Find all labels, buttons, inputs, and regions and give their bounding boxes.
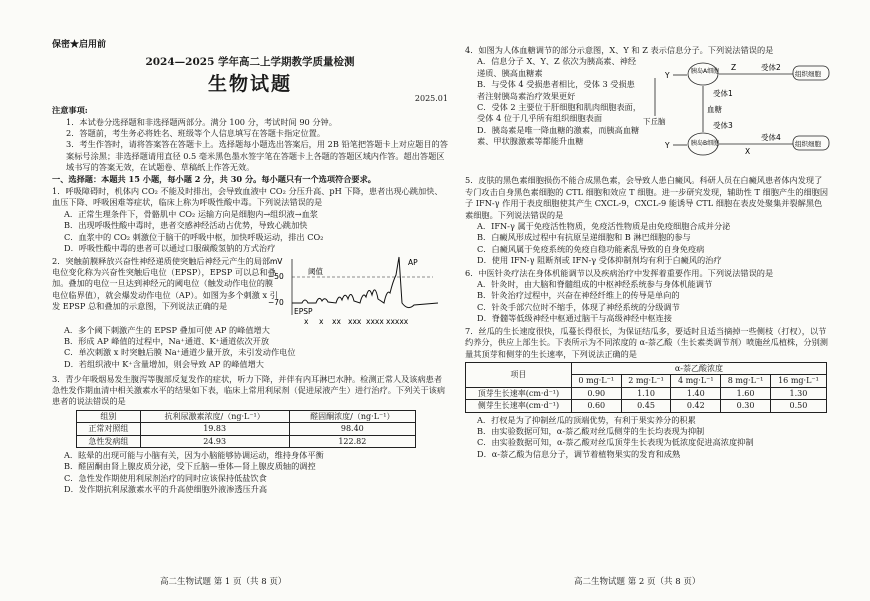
- q3-table: [76, 410, 416, 448]
- question-2-stem: 2．突触前膜释放兴奋性神经递质使突触后神经元产生的局部电位变化称为兴奋性突触后电位（EPSP），EPSP 可以总和叠加。叠加的电位一旦达到神经元的阈电位（触发动作电位的膜电位临界值），就会爆发动作电位（AP）。如图为多个刺激 x 引发 EPSP 总和叠加的示意图，下列说法正确的是: [52, 255, 278, 312]
- table-header-cell: 0 mg·L⁻¹: [571, 375, 621, 387]
- right-column: [465, 44, 830, 460]
- footer-right: 高二生物试题 第 2 页（共 8 页）: [574, 577, 701, 587]
- receptor-2-label: 受体2: [761, 63, 781, 73]
- q3-option-d: D．发作期抗利尿激素水平的升高使细胞外液渗透压升高: [64, 484, 268, 495]
- table-cell: 1.30: [770, 387, 826, 399]
- signal-x: X: [745, 147, 751, 157]
- table-header-row: [466, 362, 827, 374]
- hypothalamus-label: 下丘脑: [643, 117, 666, 127]
- q2-option-d: D．若组织液中 K⁺含量增加，则会导致 AP 的峰值增大: [64, 358, 264, 369]
- signal-y-top: Y: [665, 71, 670, 81]
- receptor-1-label: 受体1: [713, 89, 733, 99]
- q4-options: [465, 56, 643, 147]
- footer-left: 高二生物试题 第 1 页（共 8 页）: [160, 577, 287, 587]
- question-1-stem: 1．呼吸障碍时，机体内 CO₂ 不能及时排出，会导致血液中 CO₂ 分压升高、pH 下降，患者出现心跳加快、血压下降、呼吸困难等症状，临床上称为呼吸性酸中毒。下列说法错误的是: [52, 186, 443, 208]
- table-cell: 1.40: [671, 387, 721, 399]
- q3-option-b: B．醛固酮由肾上腺皮质分泌，受下丘脑—垂体—肾上腺皮质轴的调控: [64, 461, 316, 472]
- table-header-cell: 醛固酮浓度/（ng·L⁻¹）: [289, 410, 415, 422]
- question-3-stem: 3．青少年吸烟易发生腹泻等腹部反复发作的症状，听力下降，并伴有内耳淋巴水肿。检测正常人及该病患者急性发作期血清中相关激素水平的结果如下表，临床上常用利尿剂（促进尿液产生）进行治疗。下列关于该病患者的说法错误的是: [52, 373, 446, 407]
- signal-z: Z: [731, 63, 737, 73]
- table-row: [77, 435, 416, 447]
- table-cell: 0.90: [571, 387, 621, 399]
- tissue-cells-top-label: 组织细胞: [795, 70, 821, 79]
- question-5-stem: 5．皮肤的黑色素细胞损伤不能合成黑色素，会导致人患白癜风。科研人员在白癜风患者体内发现了专门攻击自身黑色素细胞的 CTL 细胞和效应 T 细胞。进一步研究发现，辅助性 T 细胞产生的细胞因子 IFN-γ 作用于表皮细胞使其产生 CXCL-9，CXCL-9 能诱导 CTL 细胞在表皮处聚集并裂解黑色素细胞。下列说法错误的是: [465, 175, 829, 220]
- glucose-regulation-diagram: [643, 56, 830, 164]
- q7-table: [465, 362, 827, 413]
- table-cell: 侧芽生长速率(cm·d⁻¹): [466, 400, 572, 412]
- table-cell: 0.50: [770, 400, 826, 412]
- table-row: [77, 423, 416, 435]
- table-header-cell: α-萘乙酸浓度: [571, 362, 826, 374]
- q2-option-a: A．多个阈下刺激产生的 EPSP 叠加可使 AP 的峰值增大: [64, 324, 270, 335]
- stimulus-label: x: [304, 316, 309, 326]
- receptor-3-label: 受体3: [713, 121, 733, 131]
- blood-glucose-label: 血糖: [707, 105, 722, 115]
- note-item: 2．答题前，考生务必将姓名、班级等个人信息填写在答题卡指定位置。: [66, 128, 326, 139]
- note-item: 3．考生作答时，请将答案答在答题卡上。选择题每小题选出答案后，用 2B 铅笔把答题卡上对应题目的答案标号涂黑；非选择题请用直径 0.5 毫米黑色墨水签字笔在答题卡上各题的答题区域内作答。超出答题区域书写的答案无效，在试题卷、草稿纸上作答无效。: [66, 139, 448, 173]
- table-row: [466, 387, 827, 399]
- threshold-label: 阈值: [308, 266, 323, 276]
- q7-option-d: D．α-萘乙酸为信息分子，调节着植物果实的发育和成熟: [477, 448, 681, 459]
- table-header-cell: 组别: [77, 410, 141, 422]
- q7-option-b: B．由实验数据可知，α-萘乙酸对丝瓜侧芽的生长均表现为抑制: [477, 425, 705, 436]
- islet-b-label: 胰岛B细胞: [691, 140, 720, 148]
- stimulus-label: xxxxx: [386, 316, 409, 326]
- table-cell: 122.82: [289, 435, 415, 447]
- table-header-cell: 8 mg·L⁻¹: [721, 375, 771, 387]
- table-cell: 正常对照组: [77, 423, 141, 435]
- islet-a-label: 胰岛A细胞: [691, 68, 720, 76]
- table-cell: 19.83: [140, 423, 289, 435]
- q3-option-c: C．急性发作期使用利尿剂治疗的同时应该保持低盐饮食: [64, 472, 267, 483]
- figure-unit: mV: [270, 256, 283, 266]
- table-cell: 0.45: [621, 400, 671, 412]
- epsp-label: EPSP: [294, 306, 313, 316]
- table-cell: 24.93: [140, 435, 289, 447]
- left-column: [52, 40, 448, 496]
- table-cell: 1.60: [721, 387, 771, 399]
- question-4-block: [465, 56, 830, 174]
- secret-label: 保密★启用前: [52, 40, 107, 50]
- q7-option-c: C．由实验数据可知，α-萘乙酸对丝瓜顶芽生长表现为低浓度促进高浓度抑制: [477, 437, 754, 448]
- question-7-stem: 7．丝瓜的生长速度很快，瓜蔓长得很长，为保证结瓜多，要适时且适当摘掉一些侧枝（打杈），以节约养分，供应上部生长。下表所示为不同浓度的 α-萘乙酸（生长素类调节剂）喷施丝瓜植株，分别测量其顶芽和侧芽的生长速率，下列说法正确的是: [465, 325, 828, 359]
- q4-option-c: C．受体 2 主要位于肝细胞和肌肉细胞表面，受体 4 位于几乎所有组织细胞表面: [477, 102, 642, 124]
- note-item: 1．本试卷分选择题和非选择题两部分。满分 100 分，考试时间 90 分钟。: [66, 116, 337, 127]
- q6-option-b: B．针灸治疗过程中，兴奋在神经纤维上的传导是单向的: [477, 290, 680, 301]
- receptor-4-label: 受体4: [761, 133, 781, 143]
- table-header-row: [77, 410, 416, 422]
- q1-option-a: A．正常生理条件下，骨骼肌中 CO₂ 运输方向是细胞内→组织液→血浆: [64, 208, 318, 219]
- table-cell: 0.30: [721, 400, 771, 412]
- q6-option-a: A．针灸时，由大脑和脊髓组成的中枢神经系统参与身体机能调节: [477, 279, 713, 290]
- q4-option-d: D．胰岛素是唯一降血糖的激素，而胰高血糖素、甲状腺激素等都能升血糖: [477, 124, 640, 147]
- q4-option-a: A．信息分子 X、Y、Z 依次为胰高素、神经递质、胰高血糖素: [477, 56, 637, 78]
- stimulus-label: x: [319, 316, 324, 326]
- table-cell: 顶芽生长速率(cm·d⁻¹): [466, 387, 572, 399]
- q6-option-c: C．针灸手部穴位时不缩手，体现了神经系统的分级调节: [477, 301, 680, 312]
- stimulus-label: xx: [332, 316, 341, 326]
- question-6-stem: 6．中医针灸疗法在身体机能调节以及疾病治疗中发挥着重要作用。下列说法错误的是: [465, 267, 774, 278]
- epsp-figure: [268, 255, 448, 327]
- tissue-cells-bottom-label: 组织细胞: [795, 140, 821, 149]
- q5-option-d: D．使用 IFN-γ 阻断剂或 IFN-γ 受体抑制剂均有利于白癜风的治疗: [477, 255, 722, 266]
- q5-option-b: B．白癜风形成过程中有抗原呈递细胞和 B 淋巴细胞的参与: [477, 232, 691, 243]
- q2-option-c: C．单次刺激 x 时突触后膜 Na⁺通道少量开放，未引发动作电位: [64, 347, 296, 358]
- q4-option-b: B．与受体 4 受损患者相比，受体 3 受损患者注射胰岛素治疗效果更好: [477, 79, 635, 101]
- y-tick-minus70: −70: [268, 297, 284, 307]
- table-cell: 98.40: [289, 423, 415, 435]
- signal-y-bottom: Y: [665, 141, 670, 151]
- q2-options: [52, 325, 448, 371]
- q1-option-c: C．血浆中的 CO₂ 刺激位于脑干的呼吸中枢，加快呼吸运动，排出 CO₂: [64, 231, 324, 242]
- question-4-stem: 4．如图为人体血糖调节的部分示意图，X、Y 和 Z 表示信息分子。下列说法错误的是: [465, 45, 774, 55]
- table-header-cell: 抗利尿激素浓度/（ng·L⁻¹）: [140, 410, 289, 422]
- q6-option-d: D．脊髓等低级神经中枢通过脑干与高级神经中枢连接: [477, 313, 672, 324]
- q5-option-c: C．白癜风属于免疫系统的免疫自稳功能紊乱导致的自身免疫病: [477, 243, 705, 254]
- question-2-block: [52, 255, 448, 373]
- table-header-cell: 16 mg·L⁻¹: [770, 375, 826, 387]
- table-header-cell: 2 mg·L⁻¹: [621, 375, 671, 387]
- table-cell: 1.10: [621, 387, 671, 399]
- table-row: [466, 400, 827, 412]
- subject-title: 生物试题: [207, 72, 292, 95]
- table-header-cell: 4 mg·L⁻¹: [671, 375, 721, 387]
- y-tick-minus50: −50: [268, 271, 284, 281]
- table-cell: 急性发病组: [77, 435, 141, 447]
- q5-option-a: A．IFN-γ 属于免疫活性物质，免疫活性物质是由免疫细胞合成并分泌: [477, 221, 731, 232]
- table-cell: 0.60: [571, 400, 621, 412]
- q1-option-b: B．出现呼吸性酸中毒时，患者交感神经活动占优势，导致心跳加快: [64, 220, 308, 231]
- table-header-cell: 项目: [466, 362, 572, 387]
- exam-title: 2024—2025 学年高二上学期教学质量检测: [145, 56, 355, 69]
- q2-option-b: B．形成 AP 峰值的过程中，Na⁺通道、K⁺通道依次开放: [64, 335, 270, 346]
- exam-date: 2025.01: [414, 93, 448, 103]
- table-cell: 0.42: [671, 400, 721, 412]
- stimulus-label: xxx: [348, 316, 362, 326]
- ap-label: AP: [408, 257, 418, 267]
- q1-option-d: D．呼吸性酸中毒的患者可以通过口服碳酸氢钠的方式治疗: [64, 243, 276, 254]
- q7-option-a: A．打杈是为了抑制丝瓜的顶端优势，有利于果实养分的积累: [477, 414, 696, 425]
- q3-option-a: A．眩晕的出现可能与小脑有关，因为小脑能够协调运动，维持身体平衡: [64, 449, 324, 460]
- stimulus-label: xxxx: [366, 316, 384, 326]
- section-heading: 一、选择题：本题共 15 小题，每小题 2 分，共 30 分。每小题只有一个选项符合要求。: [52, 173, 376, 184]
- notes-heading: 注意事项:: [52, 105, 88, 116]
